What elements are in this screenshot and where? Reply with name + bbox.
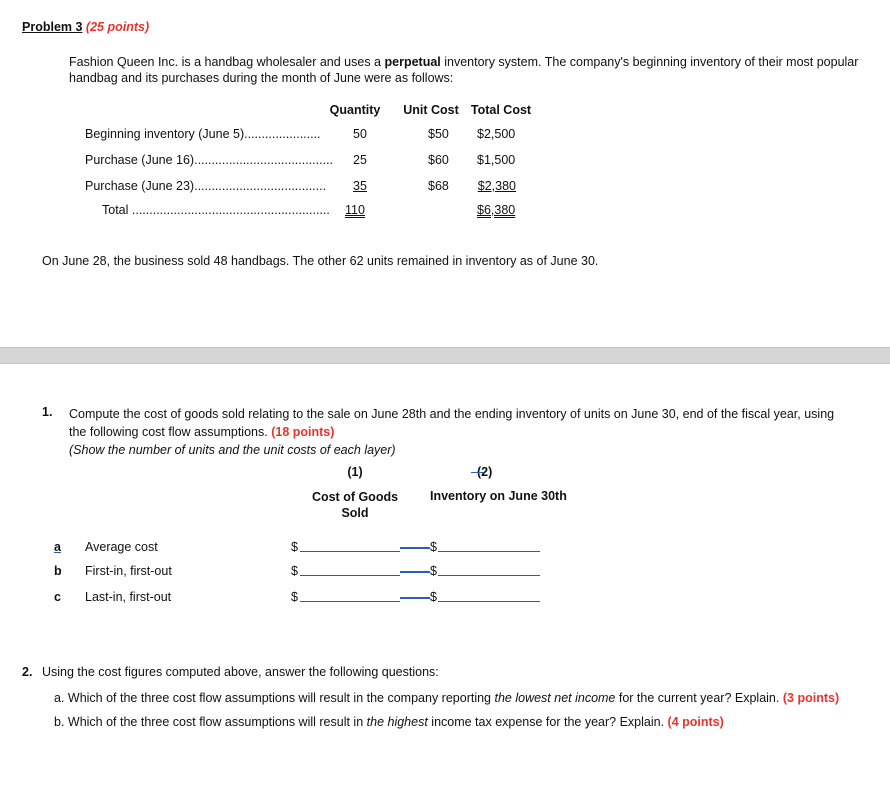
answer-field-inventory-a[interactable] (438, 551, 540, 552)
row-label-purchase-june23: Purchase (June 23) (85, 179, 195, 193)
col1-header (305, 489, 405, 521)
q2b-text-post: income tax expense for the year? Explain. (427, 715, 665, 729)
row-quantity: 25 (353, 153, 367, 167)
q1-line-1: Compute the cost of goods sold relating to the sale on June 28th and the ending inventory of units on June 30, end of the fiscal year, using (69, 407, 835, 421)
method-lifo: Last-in, first-out (85, 590, 172, 604)
answer-field-inventory-c[interactable] (438, 601, 540, 602)
intro-text-a: Fashion Queen Inc. is a handbag wholesaler and uses a (69, 55, 385, 69)
blue-mark (471, 472, 483, 473)
intro-bold-perpetual: perpetual (384, 55, 441, 69)
inventory-total-label: Total ......................................................... (102, 203, 330, 217)
dollar-inv-a: $ (430, 540, 437, 554)
q2-number: 2. (22, 665, 33, 679)
dollar-inv-c: $ (430, 590, 437, 604)
intro-text-b: inventory system. The company's beginning inventory of their most popular (440, 55, 859, 69)
method-fifo: First-in, first-out (85, 564, 172, 578)
q2a-text: a. Which of the three cost flow assumptions will result in the company reporting (54, 691, 495, 705)
intro-line-1 (69, 54, 869, 70)
double-line-mark (400, 547, 430, 549)
col2-number (477, 465, 492, 479)
inventory-row-label: Purchase (June 16)........................................ (85, 153, 334, 167)
dollar-inv-b: $ (430, 564, 437, 578)
col1-number: (1) (347, 465, 363, 479)
q1-text (69, 405, 874, 459)
q2-part-b (54, 715, 874, 729)
answer-field-cogs-b[interactable] (300, 575, 400, 576)
col2-header: Inventory on June 30th (430, 489, 567, 503)
row-total-cost: $2,380 (477, 179, 516, 193)
q2b-points: (4 points) (667, 715, 724, 729)
row-total-cost: $1,500 (477, 153, 516, 167)
row-unit-cost: $68 (428, 179, 449, 193)
q1-instruction: (Show the number of units and the unit costs of each layer) (69, 443, 396, 457)
problem-points: (25 points) (85, 20, 150, 34)
inventory-row-label: Beginning inventory (June 5)...................... (85, 127, 321, 141)
dollar-cogs-a: $ (291, 540, 298, 554)
row-unit-cost: $50 (428, 127, 449, 141)
sale-note: On June 28, the business sold 48 handbags. The other 62 units remained in inventory as of June 30. (42, 254, 599, 268)
answer-field-cogs-a[interactable] (300, 551, 400, 552)
header-quantity: Quantity (329, 103, 381, 117)
q2b-text: b. Which of the three cost flow assumptions will result in (54, 715, 367, 729)
double-line-mark (400, 597, 430, 599)
double-line-mark (400, 571, 430, 573)
total-quantity: 110 (345, 203, 365, 217)
problem-header (22, 20, 149, 34)
q1-line-2 (69, 423, 874, 441)
q1-points: (18 points) (271, 425, 335, 439)
intro-paragraph (69, 54, 869, 86)
total-cost: $6,380 (477, 203, 516, 217)
intro-line-2: handbag and its purchases during the month of June were as follows: (69, 71, 454, 85)
section-divider (0, 347, 890, 364)
answer-field-inventory-b[interactable] (438, 575, 540, 576)
q2a-text-post: for the current year? Explain. (615, 691, 780, 705)
col2-number-text: (2) (477, 465, 493, 479)
method-average: Average cost (85, 540, 158, 554)
header-unit-cost: Unit Cost (403, 103, 459, 117)
dollar-cogs-c: $ (291, 590, 298, 604)
problem-title: Problem 3 (22, 20, 83, 34)
row-unit-cost: $60 (428, 153, 449, 167)
total-label: Total (102, 203, 129, 217)
q1-line-2-text: the following cost flow assumptions. (69, 425, 268, 439)
row-quantity: 50 (353, 127, 367, 141)
q2a-italic: the lowest net income (494, 691, 616, 705)
answer-field-cogs-c[interactable] (300, 601, 400, 602)
row-letter-b: b (54, 564, 62, 578)
q1-number: 1. (42, 405, 53, 419)
row-letter-c: c (54, 590, 61, 604)
dollar-cogs-b: $ (291, 564, 298, 578)
row-label-beginning: Beginning inventory (June 5) (85, 127, 245, 141)
row-total-cost: $2,500 (477, 127, 516, 141)
q2-intro: Using the cost figures computed above, answer the following questions: (42, 665, 439, 679)
col1-header-line1: Cost of Goods (311, 490, 399, 504)
row-letter-a: a (54, 540, 61, 554)
q2-part-a (54, 691, 874, 705)
row-label-purchase-june16: Purchase (June 16) (85, 153, 195, 167)
q2b-italic: the highest (366, 715, 428, 729)
col1-header-line2: Sold (341, 506, 369, 520)
row-quantity: 35 (353, 179, 367, 193)
q2a-points: (3 points) (782, 691, 840, 705)
inventory-row-label: Purchase (June 23)...................................... (85, 179, 327, 193)
header-total-cost: Total Cost (470, 103, 532, 117)
